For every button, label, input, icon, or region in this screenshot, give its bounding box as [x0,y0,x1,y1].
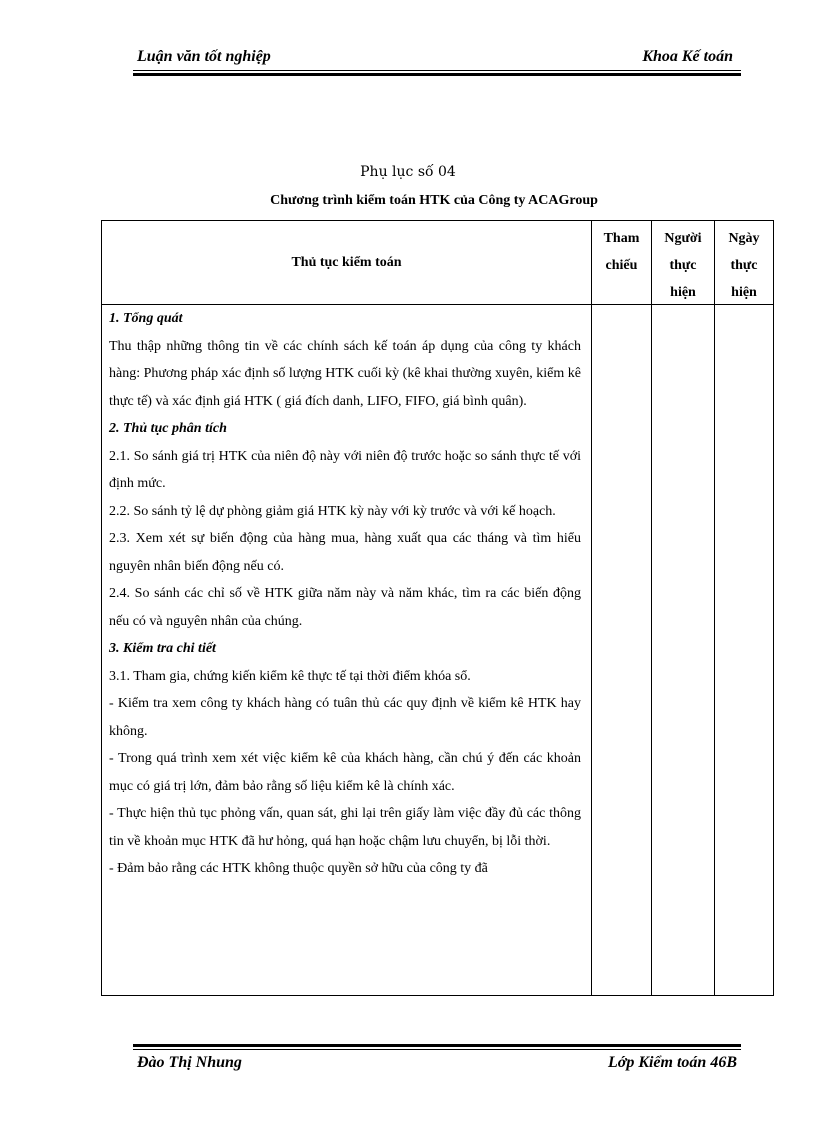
procedure-paragraph: 2.4. So sánh các chỉ số về HTK giữa năm này và năm khác, tìm ra các biến động nếu có và nguyên nhân của chúng. [109,586,581,629]
procedure-paragraph: Thu thập những thông tin về các chính sách kế toán áp dụng của công ty khách hàng: Phương pháp xác định số lượng HTK cuối kỳ (kê khai thường xuyên, kiểm kê thực tế) và xác định giá HTK ( giá đích danh, LIFO, FIFO, giá bình quân). [109,338,581,409]
header-thesis-label: Luận văn tốt nghiệp [137,48,271,65]
column-divider [714,221,715,995]
footer-rule-thin [133,1049,741,1050]
header-procedure: Thủ tục kiểm toán [291,254,402,270]
procedure-paragraph: 2.1. So sánh giá trị HTK của niên độ này với niên độ trước hoặc so sánh thực tế với định mức. [109,448,581,491]
page-header [133,48,739,70]
header-rule-thick [133,73,741,76]
header-rule-thin [133,70,741,71]
header-reference: Tham chiếu [603,231,640,273]
footer-class: Lớp Kiểm toán 46B [607,1054,737,1071]
section-heading: 1. Tổng quát [109,311,183,326]
procedure-paragraph: - Kiểm tra xem công ty khách hàng có tuân thủ các quy định về kiểm kê HTK hay không. [109,696,581,739]
procedure-paragraph: - Thực hiện thủ tục phỏng vấn, quan sát, ghi lại trên giấy làm việc đầy đủ các thông tin về khoản mục HTK đã hư hỏng, quá hạn hoặc chậm lưu chuyển, bị lỗi thời. [109,806,581,849]
header-date: Ngày thực hiện [728,231,760,300]
procedure-paragraph: - Đảm bảo rằng các HTK không thuộc quyền sở hữu của công ty đã [109,861,488,876]
procedure-paragraph: 2.2. So sánh tỷ lệ dự phòng giảm giá HTK kỳ này với kỳ trước và với kế hoạch. [109,503,556,519]
column-divider [591,221,592,995]
footer-rule-thick [133,1044,741,1047]
footer-author: Đào Thị Nhung [137,1054,242,1071]
procedure-paragraph: - Trong quá trình xem xét việc kiểm kê của khách hàng, cần chú ý đến các khoản mục có giá trị lớn, đảm bảo rằng số liệu kiểm kê là chính xác. [109,751,581,794]
table-title: Chương trình kiểm toán HTK của Công ty ACAGroup [270,193,598,208]
header-faculty-label: Khoa Kế toán [642,48,733,65]
procedure-content [109,305,581,883]
section-heading: 2. Thủ tục phân tích [109,421,227,436]
page-footer [133,1054,739,1076]
appendix-title: Phụ lục số 04 [360,164,456,180]
header-performer: Người thực hiện [664,231,702,300]
procedure-paragraph: 2.3. Xem xét sự biến động của hàng mua, hàng xuất qua các tháng và tìm hiểu nguyên nhân biến động nếu có. [109,531,581,574]
section-heading: 3. Kiểm tra chi tiết [109,641,216,656]
audit-program-table [101,220,774,996]
column-divider [651,221,652,995]
procedure-paragraph: 3.1. Tham gia, chứng kiến kiểm kê thực tế tại thời điểm khóa sổ. [109,668,471,684]
